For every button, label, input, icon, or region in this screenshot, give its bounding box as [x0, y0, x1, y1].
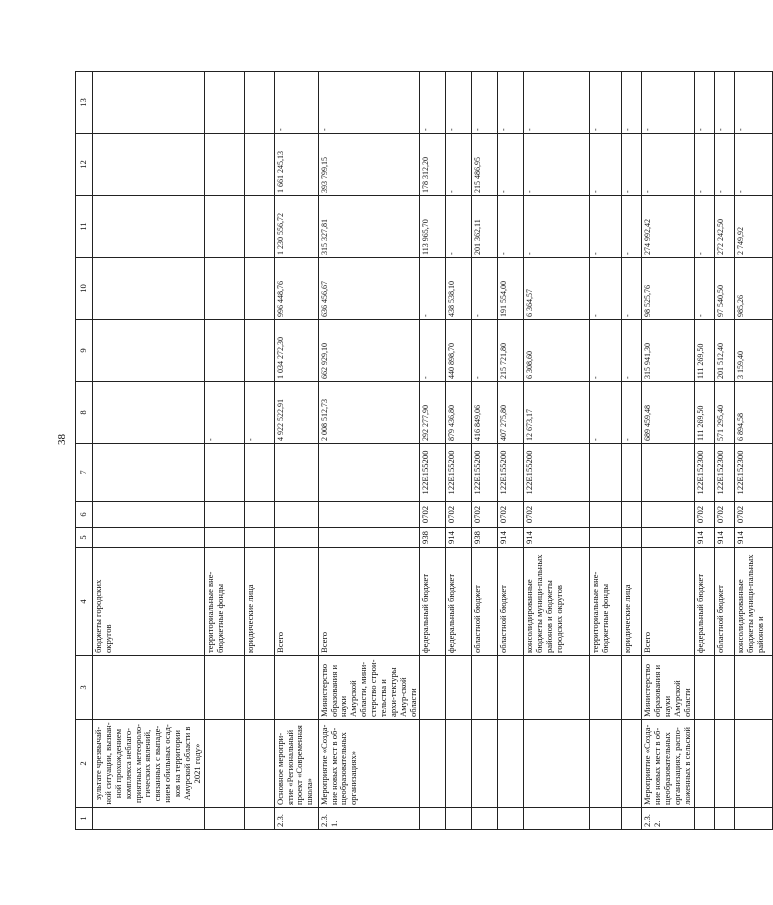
amount-2026-cell [93, 72, 205, 134]
amount-2025-cell: - [642, 134, 694, 196]
amount-2022-cell: - [622, 320, 642, 382]
target-article-cell: 122Е155200 [446, 444, 472, 502]
amount-2023-cell [204, 258, 244, 320]
row-number-cell: 2.3.1. [318, 808, 420, 830]
event-name-cell: зультате чрезвычай-ной ситуации, вызван-ной прохождением комплекса неблаго-приятных метеороло-гических явлений, связанных с выпаде-нием обильных осад-ков на территории Амурской области в 2021 году» [93, 720, 205, 808]
amount-2023-cell: 438 538,10 [446, 258, 472, 320]
row-number-cell [622, 808, 642, 830]
section-code-cell [590, 502, 622, 528]
executor-cell [622, 656, 642, 720]
row-number-cell [714, 808, 734, 830]
amount-2024-cell: 201 362,11 [472, 196, 498, 258]
event-name-cell [734, 720, 772, 808]
amount-2026-cell [244, 72, 274, 134]
amount-2024-cell: 2 749,92 [734, 196, 772, 258]
event-name-cell: Мероприятие «Созда-ние новых мест в об-щеобразовательных организациях» [318, 720, 420, 808]
grbs-code-cell: 938 [472, 528, 498, 548]
section-code-cell: 0702 [446, 502, 472, 528]
target-article-cell: 122Е152300 [694, 444, 714, 502]
event-name-cell [420, 720, 446, 808]
amount-2024-cell [204, 196, 244, 258]
amount-2026-cell: - [694, 72, 714, 134]
event-name-cell [590, 720, 622, 808]
total-amount-cell: 571 295,40 [714, 382, 734, 444]
funding-source-cell: территориальные вне-бюджетные фонды [590, 548, 622, 656]
amount-2022-cell: 662 929,10 [318, 320, 420, 382]
event-name-cell [622, 720, 642, 808]
amount-2022-cell: 215 721,80 [498, 320, 524, 382]
col-header: 10 [76, 258, 93, 320]
amount-2025-cell: - [694, 134, 714, 196]
amount-2026-cell: - [318, 72, 420, 134]
grbs-code-cell [590, 528, 622, 548]
funding-source-cell: территориальные вне-бюджетные фонды [204, 548, 244, 656]
target-article-cell: 122Е155200 [420, 444, 446, 502]
column-number-row [76, 72, 93, 830]
total-amount-cell: 407 275,80 [498, 382, 524, 444]
amount-2022-cell [93, 320, 205, 382]
amount-2025-cell: - [524, 134, 590, 196]
event-name-cell [472, 720, 498, 808]
amount-2024-cell: - [524, 196, 590, 258]
row-number-cell [244, 808, 274, 830]
row-number-cell [204, 808, 244, 830]
table-row [472, 72, 498, 830]
total-amount-cell: 6 894,58 [734, 382, 772, 444]
amount-2023-cell: 6 364,57 [524, 258, 590, 320]
row-number-cell [93, 808, 205, 830]
amount-2026-cell: - [420, 72, 446, 134]
row-number-cell [420, 808, 446, 830]
grbs-code-cell: 914 [714, 528, 734, 548]
target-article-cell [642, 444, 694, 502]
event-name-cell [244, 720, 274, 808]
executor-cell: Министерство образования и науки Амурской области, мини-стерство строи-тельства и архи-тектуры Амур-ской области [318, 656, 420, 720]
table-row [694, 72, 714, 830]
amount-2026-cell: - [642, 72, 694, 134]
grbs-code-cell [274, 528, 318, 548]
executor-cell [590, 656, 622, 720]
target-article-cell [244, 444, 274, 502]
total-amount-cell: 416 849,06 [472, 382, 498, 444]
amount-2024-cell: - [590, 196, 622, 258]
amount-2022-cell: 6 308,60 [524, 320, 590, 382]
executor-cell [420, 656, 446, 720]
target-article-cell: 122Е152300 [714, 444, 734, 502]
executor-cell [694, 656, 714, 720]
amount-2025-cell: - [734, 134, 772, 196]
col-header: 11 [76, 196, 93, 258]
amount-2025-cell: - [590, 134, 622, 196]
executor-cell [498, 656, 524, 720]
total-amount-cell: - [622, 382, 642, 444]
amount-2022-cell: 201 512,40 [714, 320, 734, 382]
executor-cell [274, 656, 318, 720]
event-name-cell [446, 720, 472, 808]
amount-2022-cell: 111 269,50 [694, 320, 714, 382]
amount-2022-cell: 3 159,40 [734, 320, 772, 382]
col-header: 6 [76, 502, 93, 528]
amount-2023-cell [244, 258, 274, 320]
funding-source-cell: юридические лица [622, 548, 642, 656]
amount-2022-cell [244, 320, 274, 382]
budget-table [75, 71, 773, 830]
section-code-cell [244, 502, 274, 528]
amount-2025-cell [244, 134, 274, 196]
amount-2026-cell [204, 72, 244, 134]
table-row [204, 72, 244, 830]
amount-2023-cell: - [472, 258, 498, 320]
page-number: 38 [56, 434, 68, 445]
grbs-code-cell: 914 [524, 528, 590, 548]
total-amount-cell: 2 008 512,73 [318, 382, 420, 444]
section-code-cell [318, 502, 420, 528]
amount-2023-cell: - [622, 258, 642, 320]
amount-2024-cell: 274 992,42 [642, 196, 694, 258]
total-amount-cell: 292 277,90 [420, 382, 446, 444]
amount-2023-cell: - [590, 258, 622, 320]
funding-source-cell: федеральный бюджет [694, 548, 714, 656]
table-row [93, 72, 205, 830]
amount-2025-cell: - [498, 134, 524, 196]
amount-2022-cell: 315 941,30 [642, 320, 694, 382]
target-article-cell: 122Е155200 [472, 444, 498, 502]
row-number-cell [498, 808, 524, 830]
rotated-page [75, 0, 765, 830]
total-amount-cell: 879 436,80 [446, 382, 472, 444]
target-article-cell [93, 444, 205, 502]
funding-source-cell: бюджеты городских округов [93, 548, 205, 656]
amount-2025-cell: 1 661 245,13 [274, 134, 318, 196]
funding-source-cell: федеральный бюджет [446, 548, 472, 656]
amount-2022-cell: - [590, 320, 622, 382]
total-amount-cell: - [204, 382, 244, 444]
grbs-code-cell [244, 528, 274, 548]
target-article-cell: 122Е155200 [498, 444, 524, 502]
total-amount-cell: - [244, 382, 274, 444]
executor-cell [472, 656, 498, 720]
amount-2025-cell: 178 312,20 [420, 134, 446, 196]
row-number-cell [694, 808, 714, 830]
funding-source-cell: Всего [274, 548, 318, 656]
total-amount-cell: 4 922 522,91 [274, 382, 318, 444]
amount-2025-cell: - [714, 134, 734, 196]
grbs-code-cell: 914 [498, 528, 524, 548]
table-row [318, 72, 420, 830]
total-amount-cell: 111 269,50 [694, 382, 714, 444]
amount-2025-cell [204, 134, 244, 196]
funding-source-cell: консолидированные бюджеты муници-пальных районов и бюджеты городских округов [524, 548, 590, 656]
grbs-code-cell [93, 528, 205, 548]
funding-source-cell: областной бюджет [472, 548, 498, 656]
funding-source-cell: юридические лица [244, 548, 274, 656]
total-amount-cell: - [590, 382, 622, 444]
table-row [714, 72, 734, 830]
row-number-cell: 2.3. [274, 808, 318, 830]
amount-2024-cell: 272 242,50 [714, 196, 734, 258]
amount-2023-cell: - [694, 258, 714, 320]
amount-2023-cell: 191 554,00 [498, 258, 524, 320]
target-article-cell [318, 444, 420, 502]
funding-source-cell: областной бюджет [714, 548, 734, 656]
event-name-cell [498, 720, 524, 808]
section-code-cell [204, 502, 244, 528]
table-row [274, 72, 318, 830]
amount-2024-cell [93, 196, 205, 258]
amount-2024-cell: - [446, 196, 472, 258]
table-row [524, 72, 590, 830]
funding-source-cell: федеральный бюджет [420, 548, 446, 656]
grbs-code-cell [622, 528, 642, 548]
funding-source-cell: консолидированные бюджеты муници-пальных районов и [734, 548, 772, 656]
amount-2026-cell: - [734, 72, 772, 134]
col-header: 9 [76, 320, 93, 382]
row-number-cell [524, 808, 590, 830]
table-row [244, 72, 274, 830]
table-row [590, 72, 622, 830]
section-code-cell: 0702 [714, 502, 734, 528]
col-header: 7 [76, 444, 93, 502]
row-number-cell [472, 808, 498, 830]
amount-2023-cell: 97 540,50 [714, 258, 734, 320]
grbs-code-cell [204, 528, 244, 548]
table-row [734, 72, 772, 830]
section-code-cell: 0702 [524, 502, 590, 528]
amount-2022-cell: - [472, 320, 498, 382]
col-header: 1 [76, 808, 93, 830]
amount-2024-cell [244, 196, 274, 258]
grbs-code-cell [642, 528, 694, 548]
amount-2022-cell: 1 034 272,30 [274, 320, 318, 382]
amount-2024-cell: 315 327,81 [318, 196, 420, 258]
amount-2023-cell [93, 258, 205, 320]
total-amount-cell [93, 382, 205, 444]
grbs-code-cell: 914 [446, 528, 472, 548]
section-code-cell: 0702 [734, 502, 772, 528]
event-name-cell: Мероприятие «Созда-ние новых мест в об-щеобразовательных организациях, распо-ложенных в сельской [642, 720, 694, 808]
executor-cell [734, 656, 772, 720]
amount-2023-cell: 985,26 [734, 258, 772, 320]
section-code-cell: 0702 [498, 502, 524, 528]
amount-2025-cell: - [446, 134, 472, 196]
executor-cell [204, 656, 244, 720]
amount-2023-cell: 98 525,76 [642, 258, 694, 320]
executor-cell [524, 656, 590, 720]
amount-2022-cell: 440 898,70 [446, 320, 472, 382]
grbs-code-cell: 938 [420, 528, 446, 548]
executor-cell [244, 656, 274, 720]
target-article-cell [622, 444, 642, 502]
executor-cell [446, 656, 472, 720]
total-amount-cell: 689 459,48 [642, 382, 694, 444]
amount-2025-cell: - [622, 134, 642, 196]
funding-source-cell: областной бюджет [498, 548, 524, 656]
col-header: 13 [76, 72, 93, 134]
executor-cell [714, 656, 734, 720]
col-header: 5 [76, 528, 93, 548]
row-number-cell: 2.3.2. [642, 808, 694, 830]
row-number-cell [590, 808, 622, 830]
amount-2026-cell: - [446, 72, 472, 134]
table-row [642, 72, 694, 830]
target-article-cell [274, 444, 318, 502]
section-code-cell [274, 502, 318, 528]
section-code-cell: 0702 [694, 502, 714, 528]
amount-2022-cell: - [420, 320, 446, 382]
col-header: 8 [76, 382, 93, 444]
amount-2026-cell: - [498, 72, 524, 134]
amount-2026-cell: - [524, 72, 590, 134]
amount-2023-cell: - [420, 258, 446, 320]
amount-2023-cell: 636 456,67 [318, 258, 420, 320]
executor-cell: Министерство образования и науки Амурской области [642, 656, 694, 720]
table-row [420, 72, 446, 830]
table-row [446, 72, 472, 830]
section-code-cell [642, 502, 694, 528]
amount-2025-cell: 393 799,15 [318, 134, 420, 196]
target-article-cell [204, 444, 244, 502]
table-row [498, 72, 524, 830]
event-name-cell: Основное меропри-ятие «Региональный проект «Современная школа» [274, 720, 318, 808]
total-amount-cell: 12 673,17 [524, 382, 590, 444]
section-code-cell [93, 502, 205, 528]
row-number-cell [734, 808, 772, 830]
amount-2025-cell [93, 134, 205, 196]
col-header: 2 [76, 720, 93, 808]
grbs-code-cell [318, 528, 420, 548]
amount-2024-cell: - [622, 196, 642, 258]
amount-2026-cell: - [714, 72, 734, 134]
amount-2026-cell: - [590, 72, 622, 134]
amount-2024-cell: 113 965,70 [420, 196, 446, 258]
row-number-cell [446, 808, 472, 830]
funding-source-cell: Всего [318, 548, 420, 656]
event-name-cell [204, 720, 244, 808]
col-header: 4 [76, 548, 93, 656]
amount-2025-cell: 215 486,95 [472, 134, 498, 196]
target-article-cell: 122Е152300 [734, 444, 772, 502]
funding-source-cell: Всего [642, 548, 694, 656]
grbs-code-cell: 914 [694, 528, 714, 548]
section-code-cell: 0702 [420, 502, 446, 528]
target-article-cell [590, 444, 622, 502]
grbs-code-cell: 914 [734, 528, 772, 548]
table-body [76, 72, 773, 830]
col-header: 3 [76, 656, 93, 720]
section-code-cell: 0702 [472, 502, 498, 528]
event-name-cell [714, 720, 734, 808]
amount-2026-cell: - [622, 72, 642, 134]
amount-2022-cell [204, 320, 244, 382]
amount-2023-cell: 996 448,76 [274, 258, 318, 320]
amount-2024-cell: - [694, 196, 714, 258]
target-article-cell: 122Е155200 [524, 444, 590, 502]
col-header: 12 [76, 134, 93, 196]
executor-cell [93, 656, 205, 720]
event-name-cell [694, 720, 714, 808]
amount-2026-cell: - [472, 72, 498, 134]
amount-2024-cell: 1 230 556,72 [274, 196, 318, 258]
event-name-cell [524, 720, 590, 808]
table-row [622, 72, 642, 830]
section-code-cell [622, 502, 642, 528]
amount-2024-cell: - [498, 196, 524, 258]
amount-2026-cell: - [274, 72, 318, 134]
